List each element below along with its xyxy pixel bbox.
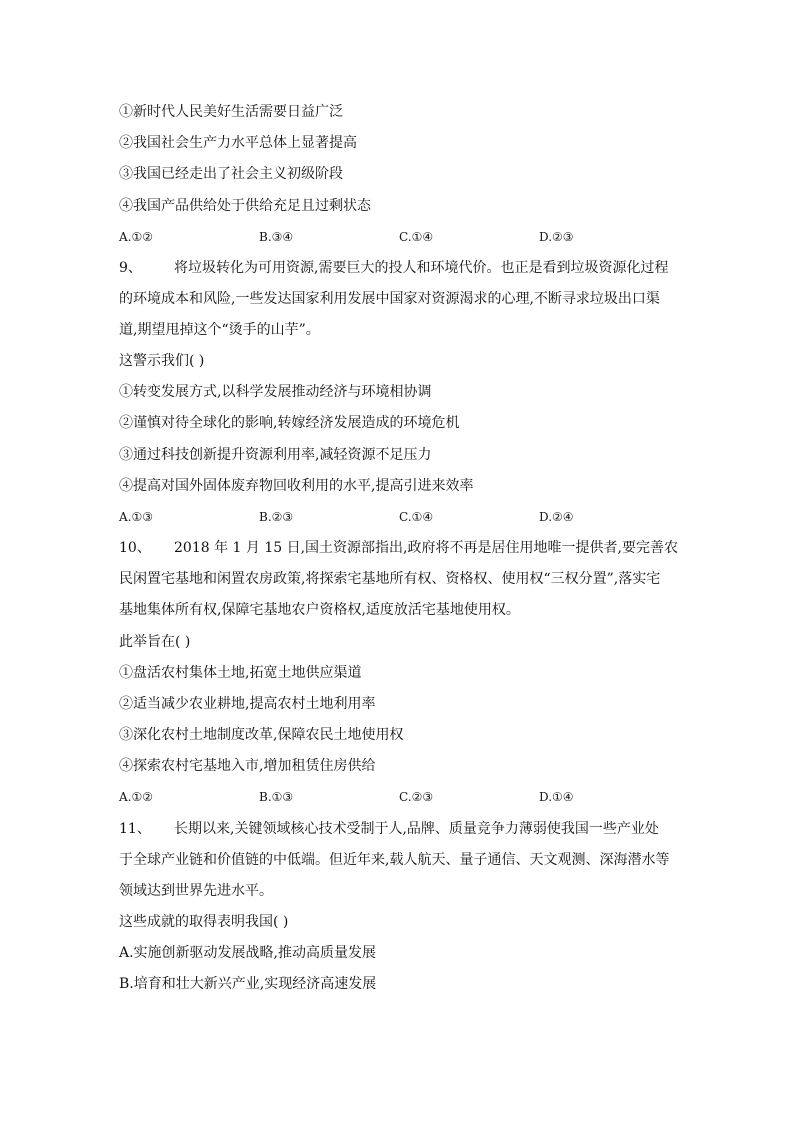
q9-option-b[interactable]: B.②③ [259, 510, 294, 524]
q9-item-1: ①转变发展方式,以科学发展推动经济与环境相协调 [119, 384, 432, 400]
q9-number: 9、 [119, 260, 142, 276]
q11-stem-line-3: 领域达到世界先进水平。 [119, 883, 273, 899]
q10-stem-line-2: 民闲置宅基地和闲置农房政策,将探索宅基地所有权、资格权、使用权“三权分置”,落实宅 [119, 571, 661, 587]
q11-option-b[interactable]: B.培育和壮大新兴产业,实现经济高速发展 [119, 976, 377, 992]
q9-stem-line-1 [119, 258, 668, 278]
q11-number: 11、 [119, 821, 151, 837]
q10-item-4: ④探索农村宅基地入市,增加租赁住房供给 [119, 758, 376, 774]
q8-item-4: ④我国产品供给处于供给充足且过剩状态 [119, 198, 371, 214]
q9-item-2: ②谨慎对待全球化的影响,转嫁经济发展造成的环境危机 [119, 415, 460, 431]
q11-stem-text-1: 长期以来,关键领域核心技术受制于人,品牌、质量竞争力薄弱使我国一些产业处 [174, 821, 659, 837]
q10-number: 10、 [119, 540, 151, 556]
q8-item-1: ①新时代人民美好生活需要日益广泛 [119, 104, 343, 120]
q10-stem-text-1: 2018 年 1 月 15 日,国土资源部指出,政府将不再是居住用地唯一提供者,要完善农 [174, 540, 678, 556]
q11-option-a[interactable]: A.实施创新驱动发展战略,推动高质量发展 [119, 945, 377, 961]
q8-item-3: ③我国已经走出了社会主义初级阶段 [119, 166, 343, 182]
q8-options [119, 227, 679, 247]
q9-prompt: 这警示我们( ) [119, 353, 205, 369]
q11-prompt: 这些成就的取得表明我国( ) [119, 914, 289, 930]
q9-option-c[interactable]: C.①④ [399, 510, 434, 524]
q8-option-d[interactable]: D.②③ [539, 230, 574, 244]
q10-item-2: ②适当减少农业耕地,提高农村土地利用率 [119, 696, 376, 712]
q9-option-d[interactable]: D.②④ [539, 510, 574, 524]
q8-item-2: ②我国社会生产力水平总体上显著提高 [119, 135, 357, 151]
q9-stem-line-2: 的环境成本和风险,一些发达国家利用发展中国家对资源渴求的心理,不断寻求垃圾出口渠 [119, 291, 660, 307]
q9-stem-text-1: 将垃圾转化为可用资源,需要巨大的投人和环境代价。也正是看到垃圾资源化过程 [174, 260, 669, 276]
q11-stem-line-1 [119, 819, 659, 839]
q8-option-c[interactable]: C.①④ [399, 230, 434, 244]
q10-option-d[interactable]: D.①④ [539, 790, 574, 804]
q10-option-a[interactable]: A.①② [119, 790, 153, 804]
q9-item-3: ③通过科技创新提升资源利用率,减轻资源不足压力 [119, 447, 432, 463]
q9-options [119, 507, 679, 527]
q10-option-c[interactable]: C.②③ [399, 790, 434, 804]
q9-option-a[interactable]: A.①③ [119, 510, 153, 524]
q11-stem-line-2: 于全球产业链和价值链的中低端。但近年来,载人航天、量子通信、天文观测、深海潜水等 [119, 852, 670, 868]
q9-item-4: ④提高对国外固体废弃物回收利用的水平,提高引进来效率 [119, 478, 474, 494]
q8-option-a[interactable]: A.①② [119, 230, 153, 244]
q10-item-1: ①盘活农村集体土地,拓宽土地供应渠道 [119, 665, 362, 681]
q10-item-3: ③深化农村土地制度改革,保障农民土地使用权 [119, 727, 404, 743]
q10-options [119, 787, 679, 807]
q10-option-b[interactable]: B.①③ [259, 790, 294, 804]
q8-option-b[interactable]: B.③④ [259, 230, 294, 244]
q10-stem-line-1 [119, 538, 678, 558]
q10-prompt: 此举旨在( ) [119, 634, 191, 650]
q9-stem-line-3: 道,期望甩掉这个“烫手的山芋”。 [119, 322, 320, 338]
q10-stem-line-3: 基地集体所有权,保障宅基地农户资格权,适度放活宅基地使用权。 [119, 602, 520, 618]
